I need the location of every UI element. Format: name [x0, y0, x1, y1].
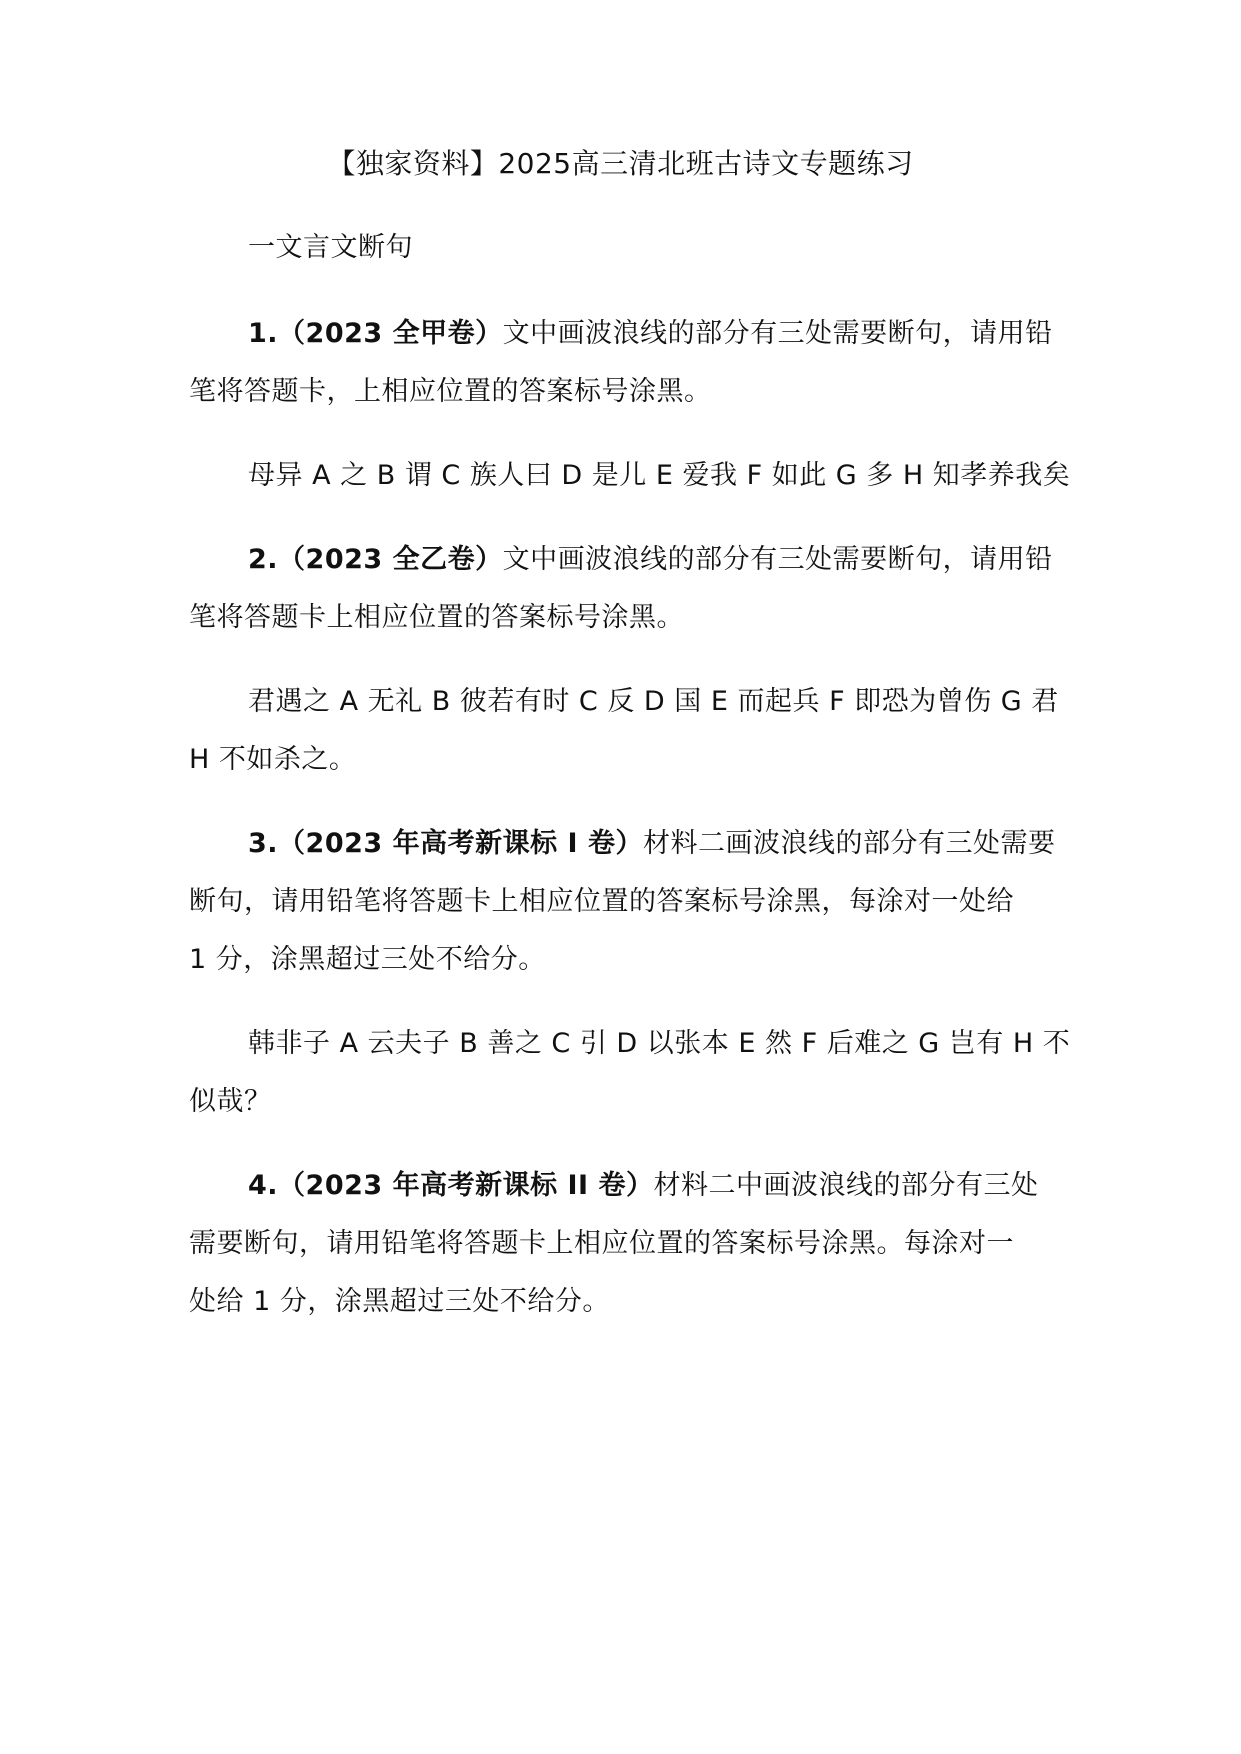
question-prompt: 材料二中画波浪线的部分有三处 — [653, 1170, 1039, 1201]
question-number: 4. — [248, 1170, 279, 1201]
question-source: （2023 年高考新课标 I 卷） — [278, 828, 643, 859]
question-3-line-1 — [248, 826, 1069, 862]
question-2-passage-line-1: 君遇之 A 无礼 B 彼若有时 C 反 D 国 E 而起兵 F 即恐为曾伤 G 君 — [248, 686, 1059, 717]
question-4-line-1 — [248, 1168, 1069, 1204]
question-3-line-2: 断句，请用铅笔将答题卡上相应位置的答案标号涂黑，每涂对一处给 — [189, 886, 1014, 917]
question-1-line-1 — [248, 316, 1069, 352]
question-4-line-2: 需要断句，请用铅笔将答题卡上相应位置的答案标号涂黑。每涂对一 — [189, 1228, 1014, 1259]
question-source: （2023 全乙卷） — [278, 544, 503, 575]
question-number: 3. — [248, 828, 279, 859]
question-2-line-2: 笔将答题卡上相应位置的答案标号涂黑。 — [189, 602, 684, 633]
question-3-passage-line-2: 似哉？ — [189, 1086, 272, 1117]
question-3-line-3: 1 分，涂黑超过三处不给分。 — [189, 944, 546, 975]
document-title: 【独家资料】2025高三清北班古诗文专题练习 — [327, 147, 914, 180]
question-number: 1. — [248, 318, 279, 349]
question-prompt: 文中画波浪线的部分有三处需要断句，请用铅 — [502, 318, 1053, 349]
question-1-passage: 母异 A 之 B 谓 C 族人曰 D 是儿 E 爱我 F 如此 G 多 H 知孝养我矣 — [248, 460, 1071, 491]
section-heading: 一文言文断句 — [248, 232, 413, 263]
question-number: 2. — [248, 544, 279, 575]
question-source: （2023 年高考新课标 II 卷） — [278, 1170, 654, 1201]
question-source: （2023 全甲卷） — [278, 318, 503, 349]
question-3-passage-line-1: 韩非子 A 云夫子 B 善之 C 引 D 以张本 E 然 F 后难之 G 岂有 H 不 — [248, 1028, 1071, 1059]
question-1-line-2: 笔将答题卡，上相应位置的答案标号涂黑。 — [189, 376, 712, 407]
question-2-line-1 — [248, 542, 1069, 578]
question-2-passage-line-2: H 不如杀之。 — [189, 744, 357, 775]
question-prompt: 材料二画波浪线的部分有三处需要 — [642, 828, 1056, 859]
question-prompt: 文中画波浪线的部分有三处需要断句，请用铅 — [502, 544, 1053, 575]
question-4-line-3: 处给 1 分，涂黑超过三处不给分。 — [189, 1286, 610, 1317]
